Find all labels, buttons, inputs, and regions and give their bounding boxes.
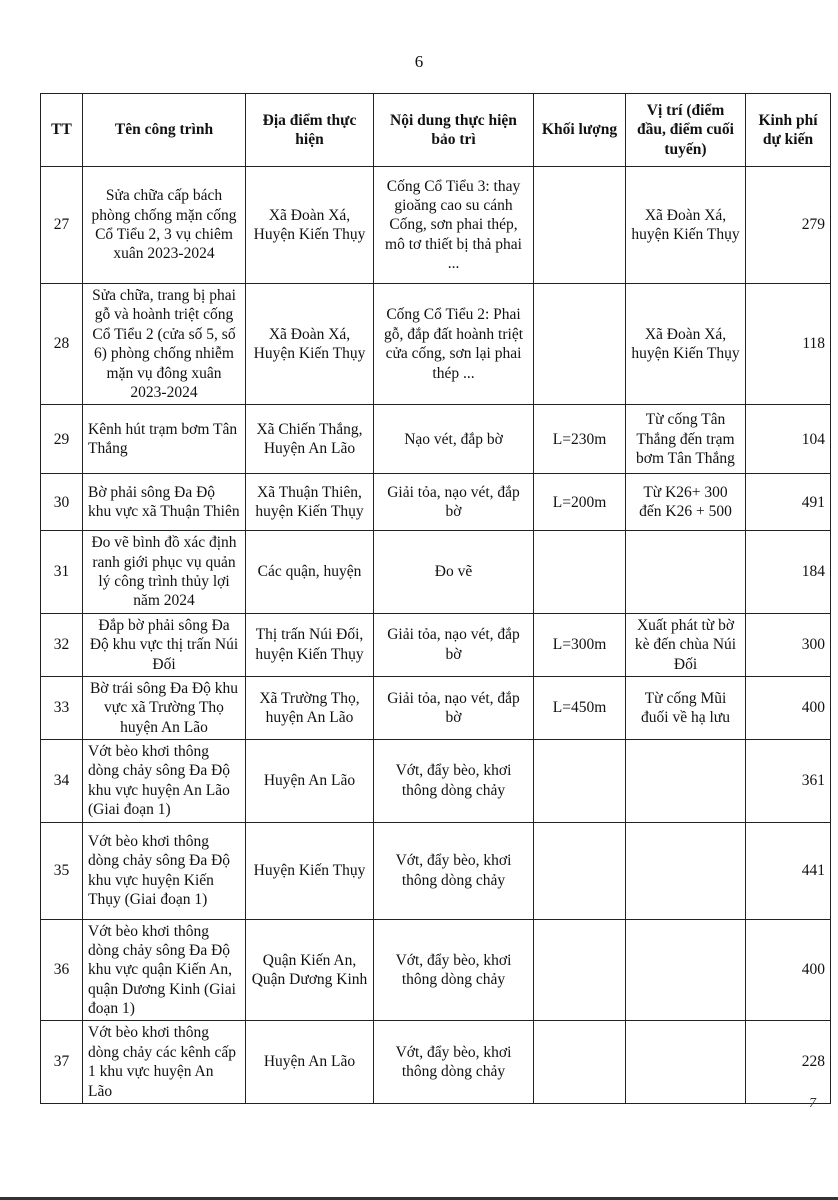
cell-tt: 29 — [41, 405, 83, 474]
cell-volume: L=200m — [534, 474, 626, 531]
cell-cost: 228 — [746, 1021, 831, 1104]
cell-cost: 300 — [746, 613, 831, 676]
header-name: Tên công trình — [83, 94, 246, 167]
cell-tt: 31 — [41, 531, 83, 614]
cell-content: Cống Cổ Tiểu 3: thay gioăng cao su cánh Cống, sơn phai thép, mô tơ thiết bị thả phai ... — [374, 167, 534, 284]
cell-volume: L=450m — [534, 676, 626, 739]
cell-cost: 441 — [746, 822, 831, 919]
table-row — [41, 167, 831, 284]
cell-tt: 30 — [41, 474, 83, 531]
cell-tt: 34 — [41, 740, 83, 823]
cell-location: Các quận, huyện — [246, 531, 374, 614]
cell-tt: 35 — [41, 822, 83, 919]
cell-position: Từ K26+ 300 đến K26 + 500 — [626, 474, 746, 531]
cell-name: Kênh hút trạm bơm Tân Thắng — [83, 405, 246, 474]
cell-content: Vớt, đẩy bèo, khơi thông dòng chảy — [374, 740, 534, 823]
header-cost: Kinh phí dự kiến — [746, 94, 831, 167]
cell-name: Sửa chữa, trang bị phai gỗ và hoành triệt cống Cổ Tiểu 2 (cửa số 5, số 6) phòng chống nhiễm mặn vụ đông xuân 2023-2024 — [83, 284, 246, 405]
cell-volume — [534, 1021, 626, 1104]
page-number: 6 — [414, 52, 424, 71]
margin-handwritten-mark: 7 — [809, 1096, 816, 1111]
cell-name: Sửa chữa cấp bách phòng chống mặn cống Cổ Tiểu 2, 3 vụ chiêm xuân 2023-2024 — [83, 167, 246, 284]
cell-tt: 27 — [41, 167, 83, 284]
cell-volume — [534, 740, 626, 823]
table-row — [41, 284, 831, 405]
cell-content: Nạo vét, đắp bờ — [374, 405, 534, 474]
cell-content: Giải tỏa, nạo vét, đắp bờ — [374, 676, 534, 739]
cell-cost: 400 — [746, 919, 831, 1021]
cell-tt: 33 — [41, 676, 83, 739]
cell-tt: 37 — [41, 1021, 83, 1104]
table-row — [41, 531, 831, 614]
cell-position — [626, 822, 746, 919]
cell-content: Đo vẽ — [374, 531, 534, 614]
cell-position: Từ cống Tân Thắng đến trạm bơm Tân Thắng — [626, 405, 746, 474]
cell-cost: 118 — [746, 284, 831, 405]
header-position: Vị trí (điểm đầu, điểm cuối tuyến) — [626, 94, 746, 167]
cell-content: Giải tỏa, nạo vét, đắp bờ — [374, 474, 534, 531]
cell-content: Giải tỏa, nạo vét, đắp bờ — [374, 613, 534, 676]
cell-tt: 28 — [41, 284, 83, 405]
cell-content: Vớt, đẩy bèo, khơi thông dòng chảy — [374, 1021, 534, 1104]
cell-location: Xã Chiến Thắng, Huyện An Lão — [246, 405, 374, 474]
cell-position: Từ cống Mũi đuối về hạ lưu — [626, 676, 746, 739]
cell-cost: 184 — [746, 531, 831, 614]
cell-name: Bờ trái sông Đa Độ khu vực xã Trường Thọ huyện An Lão — [83, 676, 246, 739]
cell-location: Xã Thuận Thiên, huyện Kiến Thụy — [246, 474, 374, 531]
cell-position — [626, 1021, 746, 1104]
cell-cost: 279 — [746, 167, 831, 284]
cell-name: Bờ phải sông Đa Độ khu vực xã Thuận Thiên — [83, 474, 246, 531]
cell-volume — [534, 531, 626, 614]
header-content: Nội dung thực hiện bảo trì — [374, 94, 534, 167]
cell-volume — [534, 167, 626, 284]
header-volume: Khối lượng — [534, 94, 626, 167]
cell-location: Thị trấn Núi Đối, huyện Kiến Thụy — [246, 613, 374, 676]
cell-content: Vớt, đẩy bèo, khơi thông dòng chảy — [374, 822, 534, 919]
table-row — [41, 474, 831, 531]
cell-location: Huyện An Lão — [246, 740, 374, 823]
cell-position — [626, 740, 746, 823]
cell-location: Xã Trường Thọ, huyện An Lão — [246, 676, 374, 739]
header-row — [41, 94, 831, 167]
cell-name: Vớt bèo khơi thông dòng chảy các kênh cấp 1 khu vực huyện An Lão — [83, 1021, 246, 1104]
table-row — [41, 676, 831, 739]
table-row — [41, 613, 831, 676]
cell-name: Đắp bờ phải sông Đa Độ khu vực thị trấn Núi Đối — [83, 613, 246, 676]
table-row — [41, 1021, 831, 1104]
cell-location: Quận Kiến An, Quận Dương Kinh — [246, 919, 374, 1021]
cell-name: Vớt bèo khơi thông dòng chảy sông Đa Độ khu vực huyện Kiến Thụy (Giai đoạn 1) — [83, 822, 246, 919]
cell-volume — [534, 919, 626, 1021]
cell-cost: 400 — [746, 676, 831, 739]
cell-volume: L=300m — [534, 613, 626, 676]
cell-name: Vớt bèo khơi thông dòng chảy sông Đa Độ khu vực huyện An Lão (Giai đoạn 1) — [83, 740, 246, 823]
cell-name: Đo vẽ bình đồ xác định ranh giới phục vụ quản lý công trình thủy lợi năm 2024 — [83, 531, 246, 614]
cell-position — [626, 919, 746, 1021]
header-location: Địa điểm thực hiện — [246, 94, 374, 167]
cell-volume — [534, 284, 626, 405]
cell-position: Xã Đoàn Xá, huyện Kiến Thụy — [626, 284, 746, 405]
cell-position — [626, 531, 746, 614]
cell-position: Xã Đoàn Xá, huyện Kiến Thụy — [626, 167, 746, 284]
cell-location: Xã Đoàn Xá, Huyện Kiến Thụy — [246, 167, 374, 284]
cell-cost: 104 — [746, 405, 831, 474]
table-row — [41, 919, 831, 1021]
cell-position: Xuất phát từ bờ kè đến chùa Núi Đối — [626, 613, 746, 676]
table-row — [41, 405, 831, 474]
maintenance-table — [40, 93, 831, 1104]
cell-location: Huyện An Lão — [246, 1021, 374, 1104]
cell-content: Cống Cổ Tiểu 2: Phai gỗ, đắp đất hoành triệt cửa cống, sơn lại phai thép ... — [374, 284, 534, 405]
cell-content: Vớt, đẩy bèo, khơi thông dòng chảy — [374, 919, 534, 1021]
cell-tt: 32 — [41, 613, 83, 676]
cell-cost: 361 — [746, 740, 831, 823]
cell-location: Huyện Kiến Thụy — [246, 822, 374, 919]
cell-tt: 36 — [41, 919, 83, 1021]
table-row — [41, 740, 831, 823]
cell-location: Xã Đoàn Xá, Huyện Kiến Thụy — [246, 284, 374, 405]
cell-volume — [534, 822, 626, 919]
table-row — [41, 822, 831, 919]
cell-volume: L=230m — [534, 405, 626, 474]
cell-name: Vớt bèo khơi thông dòng chảy sông Đa Độ khu vực quận Kiến An, quận Dương Kinh (Giai đoạn 1) — [83, 919, 246, 1021]
header-tt: TT — [41, 94, 83, 167]
cell-cost: 491 — [746, 474, 831, 531]
